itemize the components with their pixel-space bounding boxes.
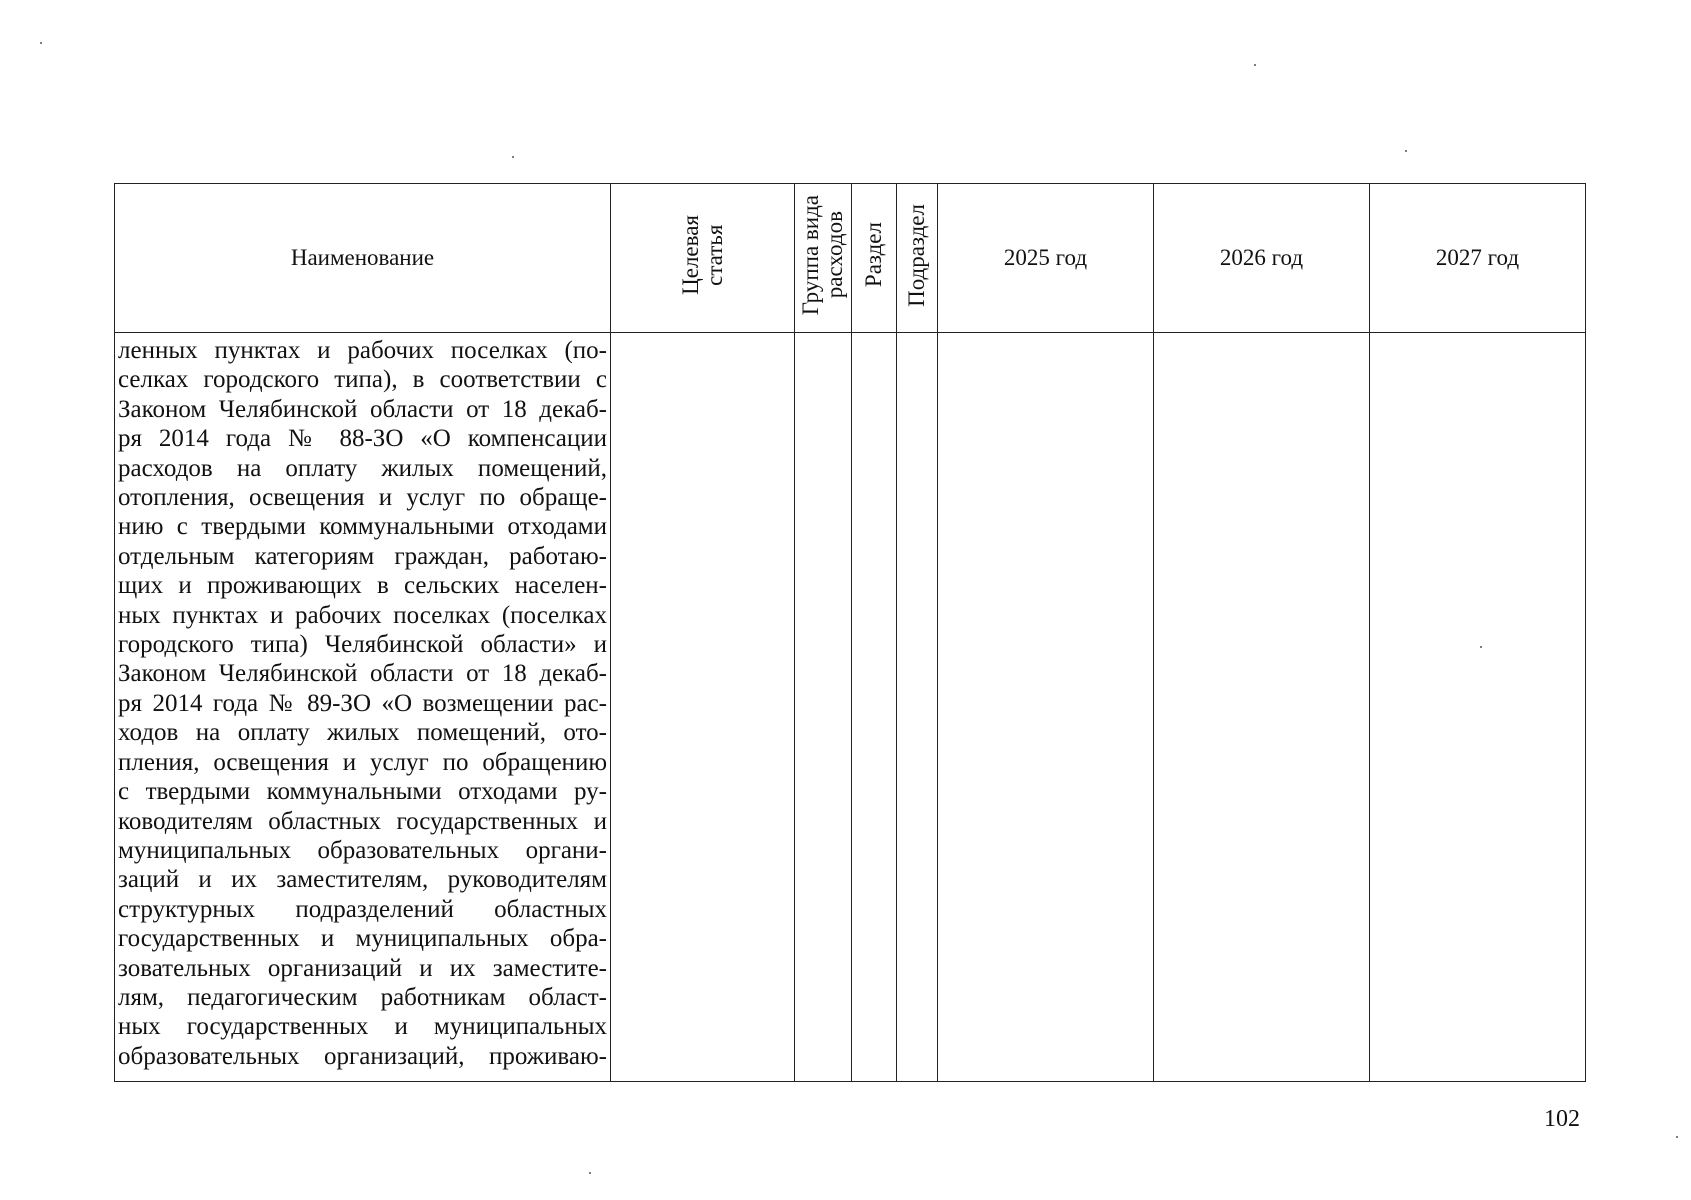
- name-text-line: нию с твердыми коммунальными отходами: [118, 513, 607, 541]
- name-text-line: ря 2014 года № 89-ЗО «О возмещении рас-: [118, 689, 607, 717]
- scan-speck: [1405, 150, 1407, 152]
- name-text-line: пления, освещения и услуг по обращению: [118, 748, 607, 776]
- header-year-2027-label: 2027 год: [1435, 245, 1520, 270]
- name-text-line: селках городского типа), в соответствии с: [118, 366, 607, 394]
- cell-expense-group: [795, 333, 852, 1082]
- header-expense-group-label: Группа вида расходов: [798, 194, 847, 316]
- scan-speck: [1480, 646, 1482, 648]
- header-subsection-label: Подраздел: [904, 203, 929, 307]
- scan-speck: [40, 42, 42, 44]
- cell-year-2027: [1370, 333, 1586, 1082]
- name-text-line: Законом Челябинской области от 18 декаб-: [118, 395, 607, 423]
- name-text-line: расходов на оплату жилых помещений,: [118, 454, 607, 482]
- header-name-label: Наименование: [290, 245, 435, 270]
- scan-speck: [1254, 64, 1256, 66]
- table-header-row: [115, 184, 1586, 333]
- name-text-line: ководителям областных государственных и: [118, 807, 607, 835]
- cell-subsection: [897, 333, 938, 1082]
- cell-target-article: [611, 333, 795, 1082]
- name-text-line: ря 2014 года № 88-ЗО «О компенсации: [118, 425, 607, 453]
- scan-speck: [512, 156, 514, 158]
- header-year-2026-label: 2026 год: [1219, 245, 1304, 270]
- name-text-line: с твердыми коммунальными отходами ру-: [118, 778, 607, 806]
- budget-table: [114, 183, 1586, 1082]
- name-text-line: лям, педагогическим работникам област-: [118, 983, 607, 1011]
- header-section-label: Раздел: [861, 222, 886, 288]
- cell-year-2025: [938, 333, 1154, 1082]
- scan-speck: [1676, 1136, 1678, 1138]
- header-target-article: [611, 184, 795, 333]
- header-section: [852, 184, 897, 333]
- name-text-line: Законом Челябинской области от 18 декаб-: [118, 660, 607, 688]
- header-year-2025: [938, 184, 1154, 333]
- cell-name: [115, 333, 611, 1082]
- name-text-line: образовательных организаций, проживаю-: [118, 1042, 607, 1070]
- table-row: [115, 333, 1586, 1082]
- header-year-2027: [1370, 184, 1586, 333]
- header-target-article-label: Целевая статья: [677, 215, 727, 295]
- name-text-line: ходов на оплату жилых помещений, ото-: [118, 719, 607, 747]
- name-text-line: государственных и муниципальных обра-: [118, 925, 607, 953]
- name-text-line: структурных подразделений областных: [118, 895, 607, 923]
- name-text-line: муниципальных образовательных органи-: [118, 836, 607, 864]
- header-year-2025-label: 2025 год: [1003, 245, 1088, 270]
- name-text-line: заций и их заместителям, руководителям: [118, 866, 607, 894]
- name-text-line: отдельным категориям граждан, работаю-: [118, 542, 607, 570]
- cell-year-2026: [1154, 333, 1370, 1082]
- name-text-line: щих и проживающих в сельских населен-: [118, 572, 607, 600]
- name-text-line: отопления, освещения и услуг по обраще-: [118, 484, 607, 512]
- name-text-line: ленных пунктах и рабочих поселках (по-: [118, 337, 607, 364]
- header-subsection: [897, 184, 938, 333]
- header-year-2026: [1154, 184, 1370, 333]
- name-text-line: городского типа) Челябинской области» и: [118, 631, 607, 659]
- cell-name-text: [115, 333, 610, 1071]
- scan-speck: [589, 1172, 591, 1174]
- name-text-line: ных государственных и муниципальных: [118, 1013, 607, 1041]
- name-text-line: ных пунктах и рабочих поселках (поселках: [118, 601, 607, 629]
- cell-section: [852, 333, 897, 1082]
- header-expense-group: [795, 184, 852, 333]
- header-name: [115, 184, 611, 333]
- page-number: 102: [1544, 1106, 1580, 1132]
- name-text-line: зовательных организаций и их заместите-: [118, 954, 607, 982]
